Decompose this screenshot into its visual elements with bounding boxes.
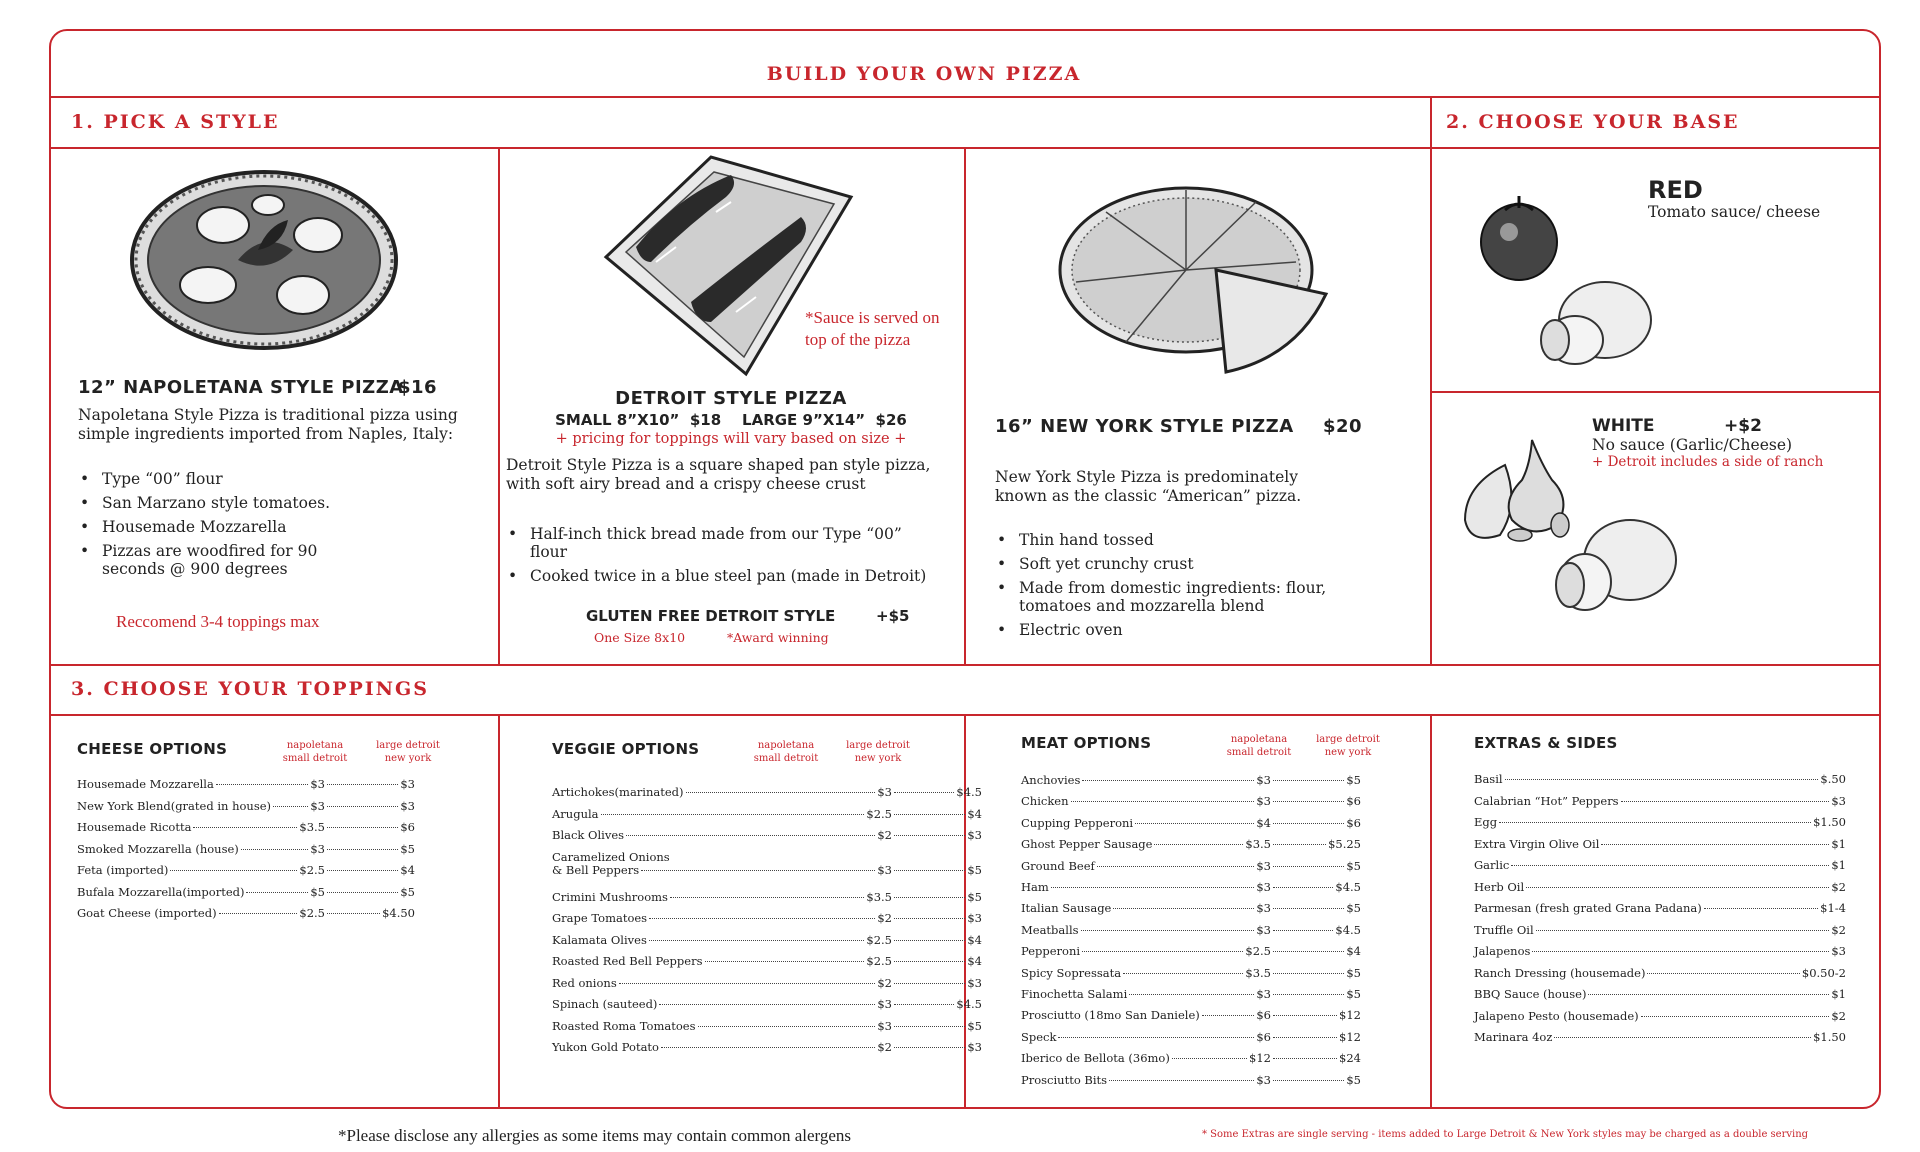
- item-name: Anchovies: [1021, 773, 1081, 787]
- item-name: Parmesan (fresh grated Grana Padana): [1474, 901, 1702, 915]
- table-row: [1474, 901, 1846, 915]
- item-name: Calabrian “Hot” Peppers: [1474, 793, 1619, 808]
- item-price-large: $3: [967, 975, 982, 990]
- item-price-large: $5: [1346, 1072, 1361, 1087]
- item-price-small: $3: [877, 1018, 892, 1033]
- item-name: Smoked Mozzarella (house): [77, 841, 239, 856]
- table-row: [1474, 815, 1846, 829]
- table-row: [77, 842, 415, 856]
- item-name: Roasted Red Bell Peppers: [552, 954, 703, 968]
- table-row: [77, 885, 415, 899]
- list-item: • Thin hand tossed: [995, 531, 1415, 549]
- list-item: • Soft yet crunchy crust: [995, 555, 1415, 573]
- item-price-small: $2: [1831, 879, 1846, 894]
- table-row: [552, 785, 982, 799]
- item-name: Ghost Pepper Sausage: [1021, 837, 1153, 852]
- item-price-small: $3: [1256, 794, 1271, 809]
- table-row: [1474, 880, 1846, 894]
- item-price-large: $5: [1346, 773, 1361, 787]
- table-row: [1021, 816, 1361, 830]
- divider: [498, 714, 500, 1107]
- item-price-large: $5: [400, 841, 415, 856]
- table-row: [1474, 944, 1846, 958]
- item-name: Prosciutto Bits: [1021, 1072, 1108, 1087]
- item-price-small: $3.5: [1245, 965, 1271, 980]
- item-name: Crimini Mushrooms: [552, 889, 668, 904]
- item-name: Bufala Mozzarella(imported): [77, 884, 245, 899]
- table-row: [1021, 859, 1361, 873]
- table-row: [1474, 772, 1846, 786]
- item-price-small: $2.5: [866, 932, 892, 947]
- item-price-small: $3.5: [1245, 837, 1271, 852]
- table-row: [77, 863, 415, 877]
- item-price-small: $3.5: [299, 820, 325, 834]
- item-name: Artichokes(marinated): [552, 785, 684, 799]
- item-name: Iberico de Bellota (36mo): [1021, 1051, 1170, 1066]
- item-price-small: $1: [1831, 858, 1846, 872]
- table-row: [1474, 1009, 1846, 1023]
- section-heading-toppings: 3. CHOOSE YOUR TOPPINGS: [71, 678, 429, 700]
- item-price-large: $4: [967, 806, 982, 821]
- item-price-small: $3: [310, 798, 325, 813]
- table-row: [552, 1040, 982, 1054]
- item-price-large: $3: [967, 911, 982, 925]
- divider: [1430, 96, 1432, 664]
- item-name: Garlic: [1474, 858, 1510, 872]
- new-york-features: [995, 531, 1415, 645]
- divider: [50, 96, 1880, 98]
- item-name: Ground Beef: [1021, 858, 1095, 873]
- item-name: BBQ Sauce (house): [1474, 987, 1587, 1001]
- item-price-small: $5: [310, 884, 325, 899]
- section-heading-base: 2. CHOOSE YOUR BASE: [1446, 111, 1740, 133]
- column-header-large: large detroit new york: [846, 740, 910, 764]
- gluten-free-name: GLUTEN FREE DETROIT STYLE: [586, 607, 836, 625]
- item-price-small: $.50: [1820, 772, 1846, 786]
- detroit-sizes: SMALL 8”X10” $18 LARGE 9”X14” $26: [555, 411, 907, 429]
- detroit-name: DETROIT STYLE PIZZA: [615, 388, 847, 409]
- item-price-small: $2.5: [866, 954, 892, 968]
- red-base-description: Tomato sauce/ cheese: [1648, 203, 1821, 221]
- table-row: [552, 1019, 982, 1033]
- item-name: Roasted Roma Tomatoes: [552, 1018, 696, 1033]
- item-price-large: $12: [1339, 1008, 1361, 1023]
- item-price-large: $5: [1346, 858, 1361, 873]
- item-price-large: $24: [1339, 1051, 1361, 1066]
- item-price-small: $2.5: [1245, 944, 1271, 959]
- item-price-large: $4.50: [382, 906, 415, 920]
- detroit-features: [506, 525, 951, 591]
- item-price-small: $3: [1256, 922, 1271, 937]
- item-price-small: $2: [1831, 1008, 1846, 1023]
- item-price-small: $1: [1831, 987, 1846, 1001]
- meat-options-title: MEAT OPTIONS: [1021, 734, 1152, 752]
- item-price-large: $4: [967, 954, 982, 968]
- table-row: [77, 820, 415, 834]
- napoletana-name: 12” NAPOLETANA STYLE PIZZA: [78, 377, 404, 398]
- item-price-small: $2: [1831, 922, 1846, 937]
- column-header-large: large detroit new york: [376, 740, 440, 764]
- allergy-disclaimer: *Please disclose any allergies as some items may contain common alergens: [338, 1126, 852, 1145]
- item-price-large: $5: [1346, 987, 1361, 1001]
- table-row: [1021, 944, 1361, 958]
- item-name: Caramelized Onions: [552, 849, 670, 864]
- item-price-large: $3: [400, 798, 415, 813]
- table-row: [1021, 987, 1361, 1001]
- page-title: BUILD YOUR OWN PIZZA: [766, 63, 1082, 85]
- item-price-small: $1: [1831, 836, 1846, 851]
- item-price-large: $4.5: [1335, 880, 1361, 894]
- table-row: [552, 997, 982, 1011]
- item-name: Feta (imported): [77, 863, 169, 877]
- table-row: [1021, 901, 1361, 915]
- item-price-small: $3: [310, 777, 325, 791]
- table-row: [1021, 773, 1361, 787]
- item-name: Black Olives: [552, 828, 625, 842]
- list-item: • Made from domestic ingredients: flour, tomatoes and mozzarella blend: [995, 579, 1329, 615]
- item-name: Truffle Oil: [1474, 922, 1534, 937]
- table-row: [1474, 923, 1846, 937]
- item-name: Meatballs: [1021, 922, 1079, 937]
- item-price-small: $3: [1256, 858, 1271, 873]
- table-row: [1021, 794, 1361, 808]
- item-name: Italian Sausage: [1021, 901, 1112, 916]
- item-name: Kalamata Olives: [552, 932, 647, 947]
- item-price-large: $5: [967, 862, 982, 877]
- column-header-large: large detroit new york: [1316, 734, 1380, 758]
- table-row: [1021, 1008, 1361, 1022]
- item-price-small: $2.5: [866, 806, 892, 821]
- item-name: Housemade Ricotta: [77, 820, 192, 834]
- extras-title: EXTRAS & SIDES: [1474, 734, 1618, 752]
- item-name: Speck: [1021, 1029, 1057, 1044]
- item-name: Jalapenos: [1474, 944, 1531, 958]
- table-row: [1021, 1051, 1361, 1065]
- table-row: [552, 828, 982, 842]
- item-name: Finochetta Salami: [1021, 987, 1128, 1001]
- item-name: Pepperoni: [1021, 944, 1081, 959]
- new-york-description: New York Style Pizza is predominately known as the classic “American” pizza.: [995, 468, 1302, 505]
- item-price-large: $5: [1346, 965, 1361, 980]
- table-row: [1474, 858, 1846, 872]
- item-price-small: $3: [1256, 773, 1271, 787]
- new-york-pizza-illustration: [1056, 182, 1336, 377]
- item-name: Extra Virgin Olive Oil: [1474, 836, 1600, 851]
- item-name: Marinara 4oz: [1474, 1030, 1553, 1044]
- item-name: Egg: [1474, 815, 1498, 829]
- item-price-large: $5: [1346, 901, 1361, 916]
- list-item: • San Marzano style tomatoes.: [78, 494, 378, 512]
- item-price-small: $6: [1256, 1008, 1271, 1023]
- item-price-small: $3: [1831, 793, 1846, 808]
- table-row: [552, 807, 982, 821]
- item-price-large: $4: [1346, 944, 1361, 959]
- table-row: [1474, 1030, 1846, 1044]
- item-price-large: $5: [967, 889, 982, 904]
- white-base-note: + Detroit includes a side of ranch: [1592, 454, 1824, 470]
- gluten-free-price: +$5: [876, 607, 910, 625]
- item-price-large: $4: [400, 863, 415, 877]
- napoletana-pizza-illustration: [128, 165, 400, 355]
- award-note: *Award winning: [727, 630, 829, 645]
- white-base-price: +$2: [1724, 416, 1762, 436]
- table-row: [1474, 987, 1846, 1001]
- table-row: [1021, 923, 1361, 937]
- new-york-price: $20: [1323, 416, 1363, 437]
- item-name: Arugula: [552, 806, 599, 821]
- list-item: • Cooked twice in a blue steel pan (made in Detroit): [506, 567, 951, 585]
- detroit-pricing-note: + pricing for toppings will vary based on size +: [555, 431, 907, 447]
- white-base-description: No sauce (Garlic/Cheese): [1592, 436, 1793, 454]
- item-price-small: $2: [877, 975, 892, 990]
- table-row: [552, 933, 982, 947]
- napoletana-description: Napoletana Style Pizza is traditional pizza using simple ingredients imported from Naples, Italy:: [78, 406, 458, 443]
- table-row: [552, 954, 982, 968]
- item-price-large: $12: [1339, 1029, 1361, 1044]
- item-price-small: $3: [1256, 1072, 1271, 1087]
- table-row: [1021, 966, 1361, 980]
- item-name: Grape Tomatoes: [552, 911, 648, 925]
- sauce-note: *Sauce is served on top of the pizza: [805, 308, 940, 349]
- table-row: [552, 863, 982, 877]
- item-price-small: $2: [877, 1040, 892, 1054]
- white-base-name: WHITE: [1592, 416, 1655, 436]
- item-name: Ranch Dressing (housemade): [1474, 965, 1646, 980]
- list-item: • Half-inch thick bread made from our Type “00” flour: [506, 525, 910, 561]
- column-header-small: napoletana small detroit: [753, 740, 819, 764]
- item-price-small: $2: [877, 828, 892, 842]
- table-row: [77, 799, 415, 813]
- table-row: [552, 976, 982, 990]
- item-price-small: $3: [1256, 880, 1271, 894]
- item-price-small: $3: [1256, 901, 1271, 916]
- item-price-small: $4: [1256, 815, 1271, 830]
- list-item: • Type “00” flour: [78, 470, 378, 488]
- item-price-large: $6: [1346, 794, 1361, 809]
- item-price-small: $3: [1256, 987, 1271, 1001]
- table-row: [1474, 794, 1846, 808]
- item-name: Ham: [1021, 880, 1049, 894]
- detroit-description: Detroit Style Pizza is a square shaped pan style pizza, with soft airy bread and a crispy cheese crust: [506, 456, 931, 493]
- item-price-small: $3: [877, 997, 892, 1011]
- item-price-small: $2.5: [299, 863, 325, 877]
- item-price-small: $1-4: [1820, 901, 1846, 915]
- veggie-options-title: VEGGIE OPTIONS: [552, 740, 700, 758]
- table-row: [1021, 1073, 1361, 1087]
- item-price-small: $2: [877, 911, 892, 925]
- item-name: Housemade Mozzarella: [77, 777, 214, 791]
- item-price-small: $2.5: [299, 906, 325, 920]
- item-price-large: $4: [967, 932, 982, 947]
- item-price-large: $4.5: [956, 997, 982, 1011]
- item-price-large: $5: [400, 884, 415, 899]
- item-price-large: $3: [967, 828, 982, 842]
- item-price-large: $6: [400, 820, 415, 834]
- item-name: Jalapeno Pesto (housemade): [1474, 1008, 1639, 1023]
- item-name: New York Blend(grated in house): [77, 798, 272, 813]
- list-item: • Pizzas are woodfired for 90 seconds @ 900 degrees: [78, 542, 327, 578]
- item-name: Goat Cheese (imported): [77, 906, 217, 920]
- column-header-small: napoletana small detroit: [282, 740, 348, 764]
- tomato-mozzarella-illustration: [1475, 190, 1665, 370]
- table-row: [77, 777, 415, 791]
- table-row: [77, 906, 415, 920]
- item-price-large: $3: [967, 1040, 982, 1054]
- item-name: & Bell Peppers: [552, 862, 640, 877]
- list-item: • Housemade Mozzarella: [78, 518, 378, 536]
- item-price-small: $12: [1249, 1051, 1271, 1066]
- item-name: Spicy Sopressata: [1021, 965, 1122, 980]
- item-price-large: $5.25: [1328, 837, 1361, 852]
- item-price-small: $1.50: [1813, 815, 1846, 829]
- table-row: [552, 890, 982, 904]
- item-price-small: $1.50: [1813, 1030, 1846, 1044]
- divider: [964, 147, 966, 664]
- item-price-large: $4.5: [1335, 922, 1361, 937]
- item-price-small: $3: [877, 862, 892, 877]
- item-name: Yukon Gold Potato: [552, 1040, 659, 1054]
- item-price-large: $6: [1346, 815, 1361, 830]
- section-heading-style: 1. PICK A STYLE: [71, 111, 280, 133]
- table-row: [1021, 837, 1361, 851]
- item-price-small: $3: [1831, 944, 1846, 958]
- divider: [50, 664, 1880, 666]
- divider: [1430, 714, 1432, 1107]
- table-row: [1474, 966, 1846, 980]
- item-name: Basil: [1474, 772, 1503, 786]
- item-name: Red onions: [552, 975, 617, 990]
- toppings-recommendation: Reccomend 3-4 toppings max: [116, 612, 320, 631]
- divider: [1431, 391, 1880, 393]
- item-price-small: $6: [1256, 1029, 1271, 1044]
- extras-footnote: * Some Extras are single serving - items added to Large Detroit & New York styles may be charged as a double serving: [1202, 1129, 1809, 1140]
- item-price-large: $5: [967, 1018, 982, 1033]
- table-row: [1021, 1030, 1361, 1044]
- table-row: [1021, 880, 1361, 894]
- napoletana-features: [78, 470, 378, 584]
- item-name: Spinach (sauteed): [552, 997, 658, 1011]
- item-name: Chicken: [1021, 794, 1069, 809]
- item-price-large: $4.5: [956, 785, 982, 799]
- item-price-small: $3: [877, 785, 892, 799]
- new-york-name: 16” NEW YORK STYLE PIZZA: [995, 416, 1294, 437]
- item-price-large: $3: [400, 777, 415, 791]
- item-name: Cupping Pepperoni: [1021, 815, 1134, 830]
- gluten-free-size: One Size 8x10: [594, 630, 686, 645]
- napoletana-price: $16: [398, 377, 438, 398]
- table-row: [552, 911, 982, 925]
- item-price-small: $0.50-2: [1801, 965, 1846, 980]
- table-row: [1474, 837, 1846, 851]
- column-header-small: napoletana small detroit: [1226, 734, 1292, 758]
- cheese-options-title: CHEESE OPTIONS: [77, 740, 228, 758]
- item-name: Herb Oil: [1474, 879, 1525, 894]
- item-name: Prosciutto (18mo San Daniele): [1021, 1008, 1200, 1023]
- red-base-name: RED: [1648, 176, 1703, 204]
- item-price-small: $3: [310, 841, 325, 856]
- item-price-small: $3.5: [866, 889, 892, 904]
- list-item: • Electric oven: [995, 621, 1415, 639]
